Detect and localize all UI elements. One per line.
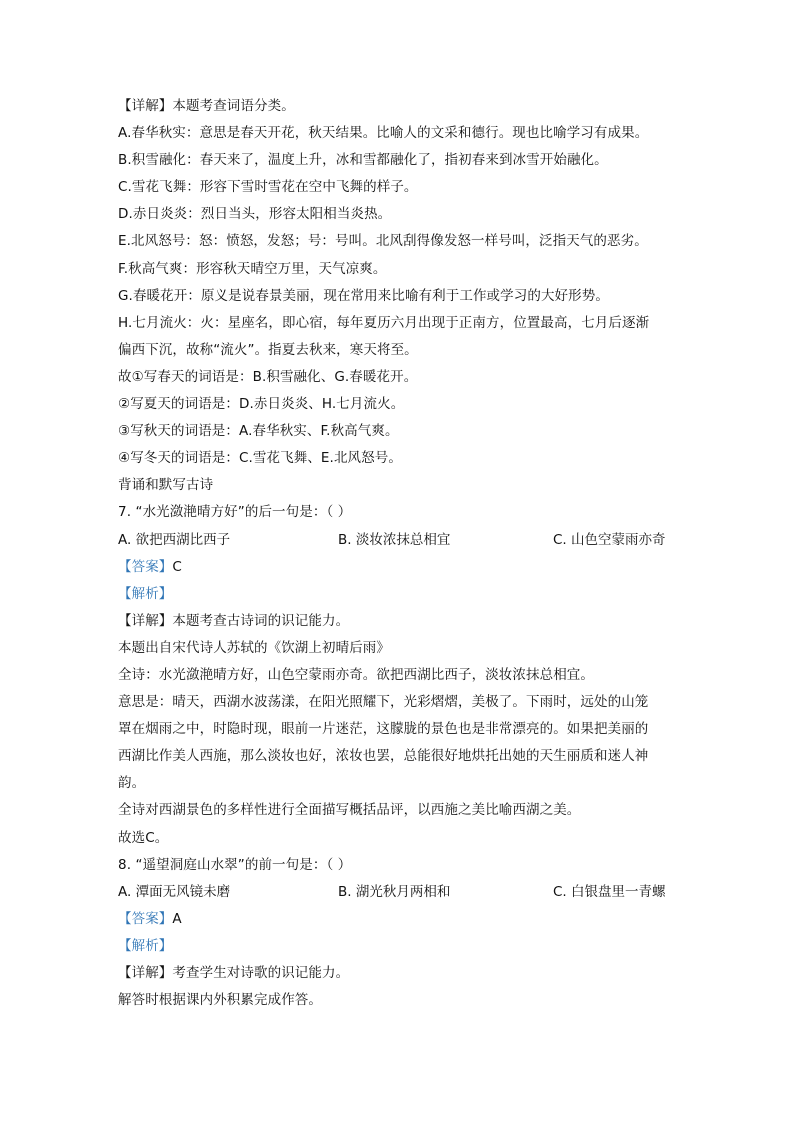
paragraph-line: 罩在烟雨之中，时隐时现，眼前一片迷茫，这朦胧的景色也是非常漂亮的。如果把美丽的 (118, 721, 649, 738)
option-c: C. 山色空蒙雨亦奇 (553, 531, 666, 548)
paragraph-line: F.秋高气爽：形容秋天晴空万里，天气凉爽。 (118, 260, 387, 277)
paragraph-line: 本题出自宋代诗人苏轼的《饮湖上初晴后雨》 (118, 639, 390, 656)
detail-text: 本题考查词语分类。 (172, 98, 295, 114)
question-8-options (118, 879, 678, 906)
detail-tag: 【详解】 (118, 98, 173, 114)
paragraph-line: C.雪花飞舞：形容下雪时雪花在空中飞舞的样子。 (118, 179, 418, 196)
option-c: C. 白银盘里一青螺 (553, 883, 666, 900)
answer-line: ③写秋天的词语是：A.春华秋实、F.秋高气爽。 (118, 423, 399, 440)
answer-line (118, 906, 678, 933)
option-a: A. 欲把西湖比西子 (118, 531, 231, 548)
paragraph-line: 故选C。 (118, 829, 169, 846)
answer-tag: 【答案】 (118, 558, 173, 575)
detail-line (118, 608, 678, 635)
option-b: B. 湖光秋月两相和 (338, 883, 451, 900)
detail-text: 考查学生对诗歌的识记能力。 (172, 965, 350, 981)
detail-line (118, 960, 678, 987)
paragraph-line: 偏西下沉，故称“流火”。指夏去秋来，寒天将至。 (118, 341, 418, 358)
answer-tag: 【答案】 (118, 910, 173, 927)
detail-text: 本题考查古诗词的识记能力。 (172, 612, 350, 629)
question-7-options (118, 527, 678, 554)
answer-line: 故①写春天的词语是：B.积雪融化、G.春暖花开。 (118, 368, 418, 385)
paragraph-line: G.春暖花开：原义是说春景美丽，现在常用来比喻有利于工作或学习的大好形势。 (118, 287, 609, 304)
paragraph-line: B.积雪融化：春天来了，温度上升，冰和雪都融化了，指初春来到冰雪开始融化。 (118, 152, 608, 169)
paragraph-line: H.七月流火：火：星座名，即心宿，每年夏历六月出现于正南方，位置最高，七月后逐渐 (118, 314, 650, 331)
answer-value: A (172, 910, 182, 927)
question-7: 7. “水光潋滟晴方好”的后一句是：（ ） (118, 504, 352, 521)
paragraph-line: 意思是：晴天，西湖水波荡漾，在阳光照耀下，光彩熠熠，美极了。下雨时，远处的山笼 (118, 694, 649, 711)
paragraph-line: 韵。 (118, 775, 146, 792)
document-page (118, 93, 678, 1014)
paragraph-line: A.春华秋实：意思是春天开花，秋天结果。比喻人的文采和德行。现也比喻学习有成果。 (118, 125, 649, 142)
option-a: A. 潭面无风镜未磨 (118, 883, 231, 900)
paragraph-line: D.赤日炎炎：烈日当头，形容太阳相当炎热。 (118, 206, 392, 223)
question-8: 8. “遥望洞庭山水翠”的前一句是：（ ） (118, 856, 352, 873)
detail-tag: 【详解】 (118, 612, 173, 629)
answer-line: ②写夏天的词语是：D.赤日炎炎、H.七月流火。 (118, 396, 405, 413)
answer-line (118, 554, 678, 581)
detail-tag: 【详解】 (118, 965, 173, 981)
paragraph-line: 解答时根据课内外积累完成作答。 (118, 992, 322, 1009)
paragraph-line: 全诗：水光潋滟晴方好，山色空蒙雨亦奇。欲把西湖比西子，淡妆浓抹总相宜。 (118, 666, 594, 683)
answer-value: C (172, 558, 182, 575)
section-heading: 背诵和默写古诗 (118, 477, 214, 494)
option-b: B. 淡妆浓抹总相宜 (338, 531, 451, 548)
paragraph-line: 西湖比作美人西施，那么淡妆也好，浓妆也罢，总能很好地烘托出她的天生丽质和迷人神 (118, 748, 649, 765)
analysis-tag: 【解析】 (118, 937, 173, 954)
paragraph-line: 全诗对西湖景色的多样性进行全面描写概括品评，以西施之美比喻西湖之美。 (118, 802, 581, 819)
detail-line (118, 93, 678, 120)
answer-line: ④写冬天的词语是：C.雪花飞舞、E.北风怒号。 (118, 450, 402, 467)
paragraph-line: E.北风怒号：怒：愤怒，发怒；号：号叫。北风刮得像发怒一样号叫，泛指天气的恶劣。 (118, 233, 648, 250)
analysis-tag: 【解析】 (118, 585, 173, 602)
